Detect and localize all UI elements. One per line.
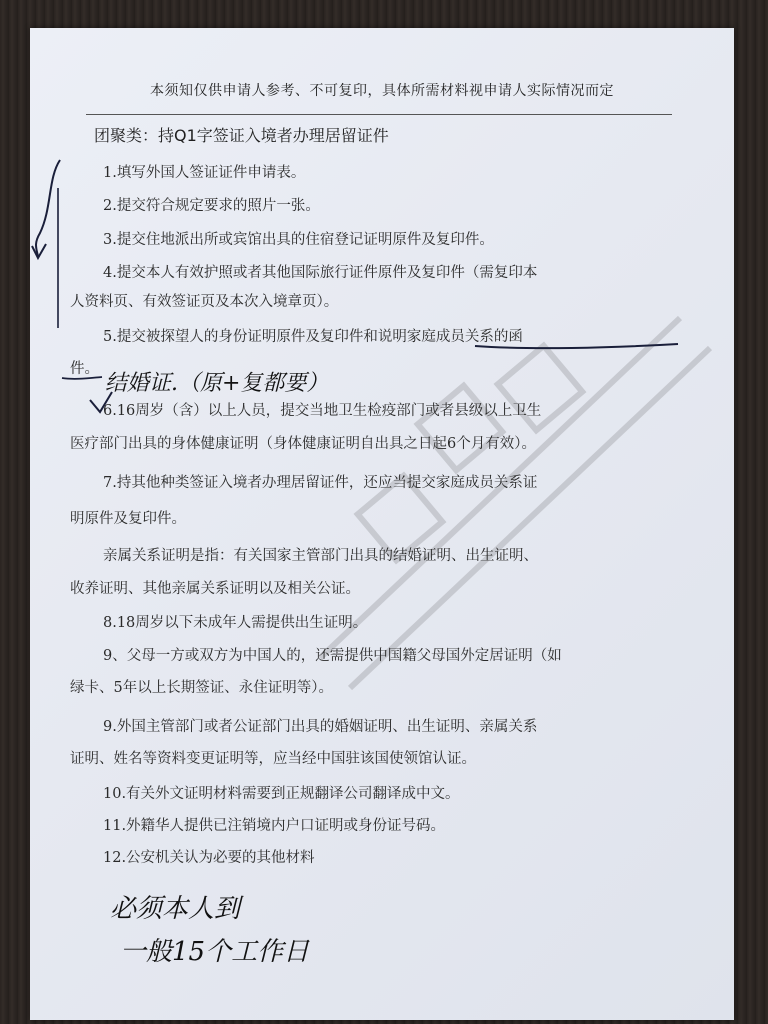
list-item: 绿卡、5年以上长期签证、永住证明等）。 — [70, 680, 333, 696]
handwritten-note-marriage: 结婚证.（原+复都要） — [105, 371, 329, 396]
list-item: 3.提交住地派出所或宾馆出具的住宿登记证明原件及复印件。 — [103, 232, 494, 248]
header-rule — [86, 114, 672, 115]
list-item: 8.18周岁以下未成年人需提供出生证明。 — [103, 615, 368, 631]
list-item: 件。 — [70, 361, 99, 377]
list-item: 1.填写外国人签证证件申请表。 — [103, 165, 306, 181]
list-item: 9.外国主管部门或者公证部门出具的婚姻证明、出生证明、亲属关系 — [103, 719, 538, 735]
list-item: 10.有关外文证明材料需要到正规翻译公司翻译成中文。 — [103, 786, 460, 802]
list-item: 证明、姓名等资料变更证明等，应当经中国驻该国使领馆认证。 — [70, 751, 476, 767]
list-item: 12.公安机关认为必要的其他材料 — [103, 850, 315, 866]
list-item: 7.持其他种类签证入境者办理居留证件，还应当提交家庭成员关系证 — [103, 475, 538, 491]
list-item: 4.提交本人有效护照或者其他国际旅行证件原件及复印件（需复印本 — [103, 265, 538, 281]
page-title: 团聚类：持Q1字签证入境者办理居留证件 — [94, 126, 389, 145]
list-item: 2.提交符合规定要求的照片一张。 — [103, 198, 320, 214]
list-item: 11.外籍华人提供已注销境内户口证明或身份证号码。 — [103, 818, 446, 834]
document-sheet — [30, 28, 734, 1020]
bracket-arrow-mark — [36, 160, 60, 256]
list-item: 明原件及复印件。 — [70, 511, 186, 527]
notice-header: 本须知仅供申请人参考、不可复印，具体所需材料视申请人实际情况而定 — [150, 83, 614, 99]
handwritten-note-days: 一般15个工作日 — [120, 937, 310, 967]
list-item: 9、父母一方或双方为中国人的，还需提供中国籍父母国外定居证明（如 — [103, 648, 562, 664]
list-item: 6.16周岁（含）以上人员，提交当地卫生检疫部门或者县级以上卫生 — [103, 403, 542, 419]
list-item: 医疗部门出具的身体健康证明（身体健康证明自出具之日起6个月有效）。 — [70, 436, 536, 452]
handwritten-note-in-person: 必须本人到 — [110, 894, 241, 924]
list-item: 亲属关系证明是指：有关国家主管部门出具的结婚证明、出生证明、 — [103, 548, 538, 564]
list-item: 5.提交被探望人的身份证明原件及复印件和说明家庭成员关系的函 — [103, 329, 523, 345]
arrow-head — [32, 244, 46, 258]
list-item: 收养证明、其他亲属关系证明以及相关公证。 — [70, 581, 360, 597]
list-item: 人资料页、有效签证页及本次入境章页）。 — [70, 294, 339, 310]
